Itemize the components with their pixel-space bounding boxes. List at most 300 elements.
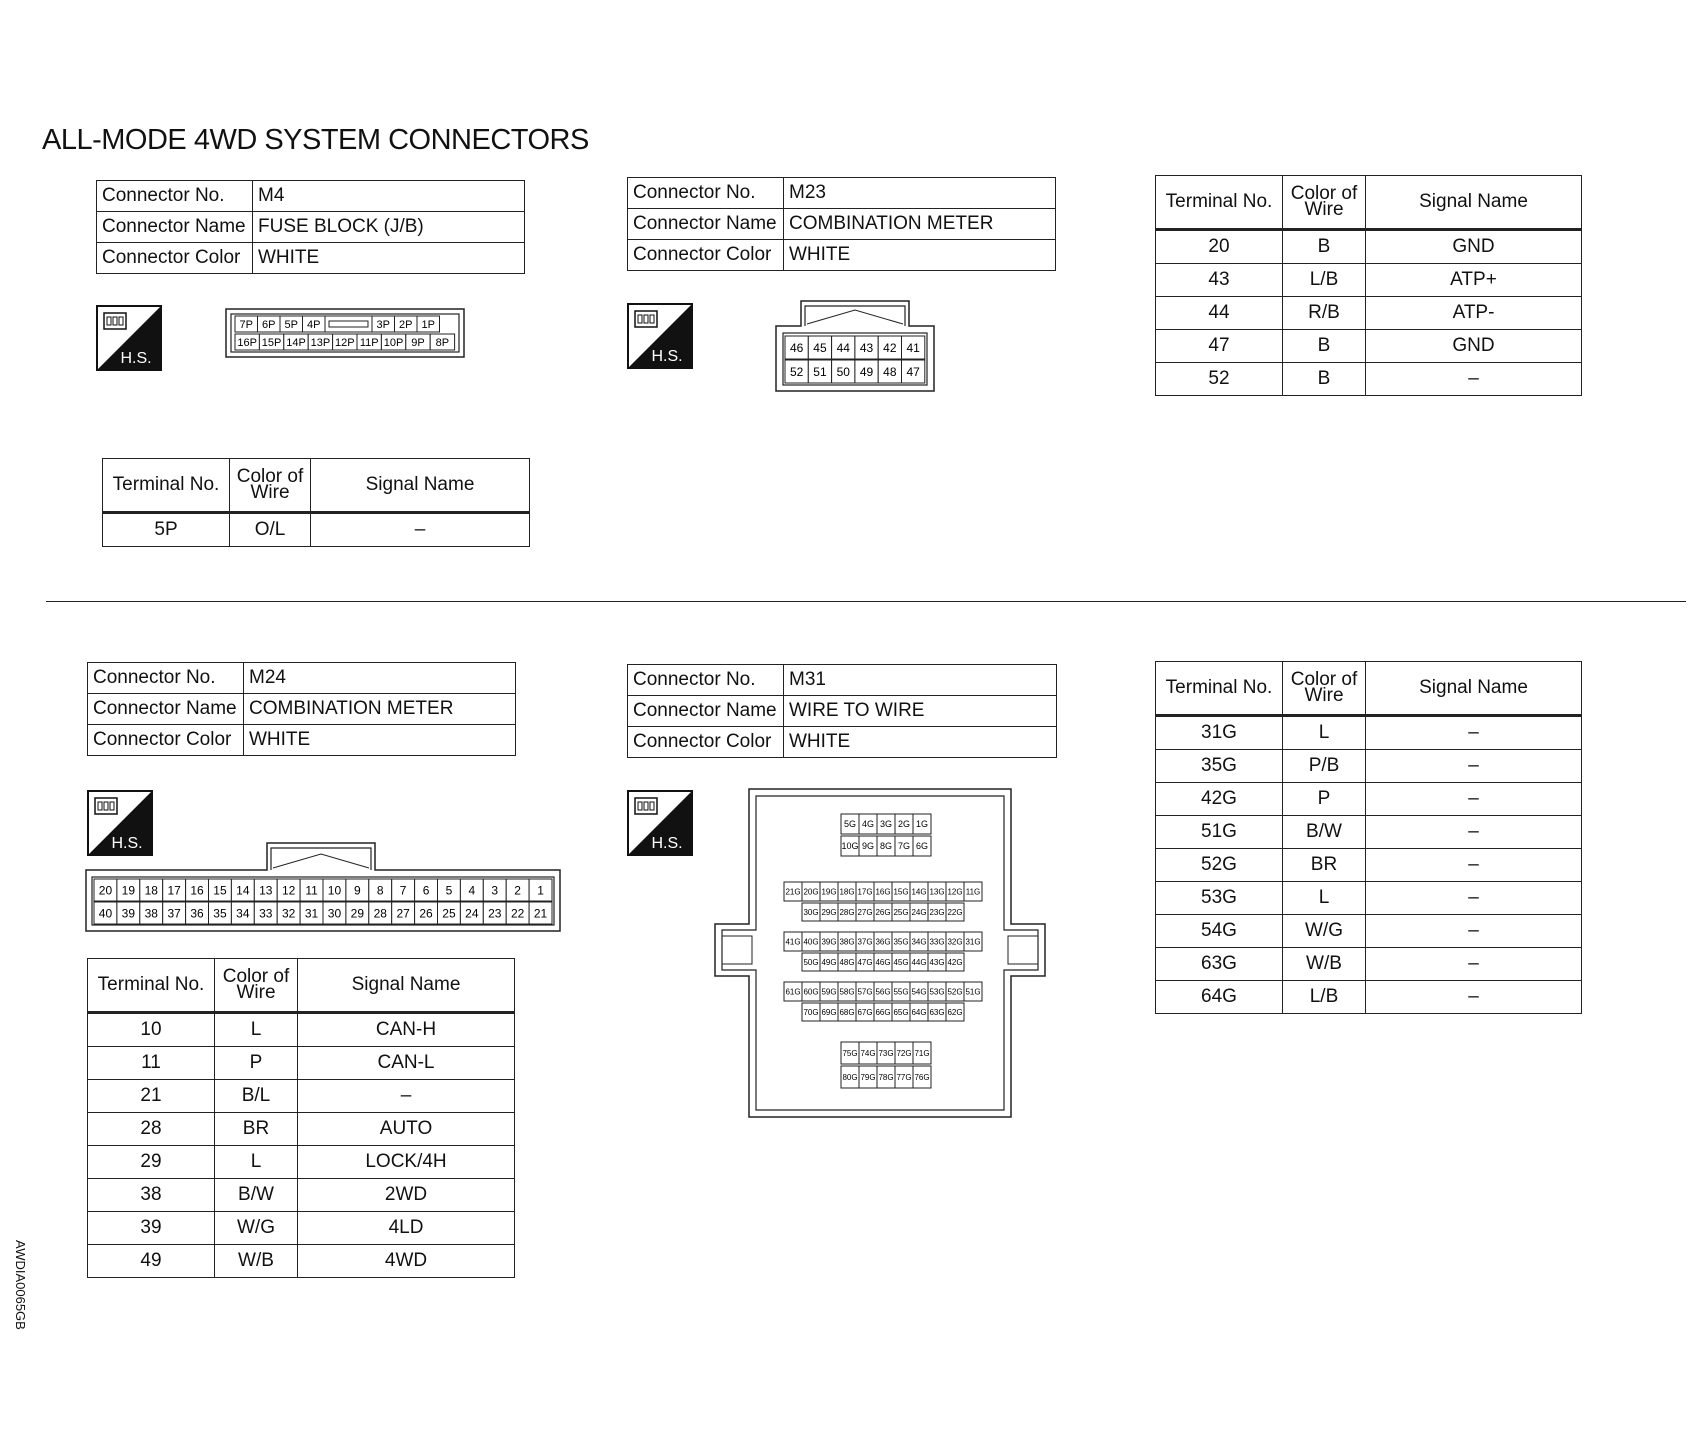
table-row <box>1156 882 1582 915</box>
pin-label: 31 <box>304 906 319 921</box>
m31-connector-color: WHITE <box>784 727 1057 758</box>
table-row <box>1156 330 1582 363</box>
signal-name-cell: – <box>298 1080 515 1113</box>
pin-label: 64G <box>911 1007 927 1017</box>
terminal-no-cell: 38 <box>88 1179 215 1212</box>
signal-name-cell: CAN-H <box>298 1013 515 1047</box>
figure-code: AWDIA0065GB <box>13 1240 28 1330</box>
m31-connector-name: WIRE TO WIRE <box>784 696 1057 727</box>
pin-label: 49G <box>821 957 837 967</box>
table-row <box>1156 297 1582 330</box>
terminal-no-cell: 28 <box>88 1113 215 1146</box>
pin-label: 1 <box>537 883 544 898</box>
pin-label: 26G <box>875 907 891 917</box>
pin-label: 11G <box>965 887 981 897</box>
pin-label: 61G <box>785 987 801 997</box>
m23-connector-face <box>775 300 935 392</box>
pin-label: 3G <box>879 819 893 830</box>
pin-label: 15P <box>261 336 282 349</box>
pin-label: 72G <box>896 1048 912 1058</box>
pin-label: 51 <box>813 364 827 379</box>
terminal-no-cell: 31G <box>1156 716 1283 750</box>
pin-label: 3P <box>376 318 390 331</box>
signal-name-cell: – <box>1366 882 1582 915</box>
pin-label: 45G <box>893 957 909 967</box>
pin-label: 30G <box>803 907 819 917</box>
pin-label: 5 <box>445 883 453 898</box>
m24-connector-no: M24 <box>244 663 516 694</box>
terminal-no-cell: 42G <box>1156 783 1283 816</box>
pin-label: 12G <box>947 887 963 897</box>
m23-connector-name: COMBINATION METER <box>784 209 1056 240</box>
pin-label: 44 <box>836 340 850 355</box>
pin-label: 12P <box>335 336 355 349</box>
pin-label: 40G <box>803 937 819 947</box>
pin-label: 32G <box>947 937 963 947</box>
header-terminal-no: Terminal No. <box>1156 176 1283 230</box>
m31-connector-no: M31 <box>784 665 1057 696</box>
signal-name-cell: 2WD <box>298 1179 515 1212</box>
terminal-no-cell: 54G <box>1156 915 1283 948</box>
wire-color-cell: B/W <box>1283 816 1366 849</box>
terminal-no-cell: 51G <box>1156 816 1283 849</box>
terminal-no-cell: 11 <box>88 1047 215 1080</box>
pin-label: 36G <box>875 937 891 947</box>
pin-label: 46 <box>789 340 804 355</box>
pin-label: 62G <box>947 1007 963 1017</box>
pin-label: 15G <box>893 887 909 897</box>
pin-label: 71G <box>914 1048 930 1058</box>
header-terminal-no: Terminal No. <box>1156 662 1283 716</box>
pin-label: 52 <box>789 364 804 379</box>
pin-label: 75G <box>842 1048 858 1058</box>
m4-connector-no: M4 <box>253 181 525 212</box>
pin-label: 23G <box>929 907 945 917</box>
connector-info-m24 <box>87 662 516 756</box>
table-row <box>1156 750 1582 783</box>
pin-label: 41G <box>785 937 801 947</box>
m24-terminal-rows <box>88 1013 515 1278</box>
pin-label: 23 <box>488 906 502 921</box>
pin-label: 14P <box>286 336 306 349</box>
wire-color-cell: B/L <box>215 1080 298 1113</box>
wire-color-cell: L/B <box>1283 264 1366 297</box>
pin-label: 13 <box>259 883 273 898</box>
pin-label: 69G <box>821 1007 837 1017</box>
signal-name-cell: – <box>1366 716 1582 750</box>
signal-name-cell: ATP- <box>1366 297 1582 330</box>
terminal-no-cell: 49 <box>88 1245 215 1278</box>
pin-label: 8G <box>879 841 893 852</box>
terminal-no-cell: 21 <box>88 1080 215 1113</box>
pin-label: 10P <box>383 336 404 349</box>
wire-color-cell: O/L <box>230 513 311 547</box>
pin-label: 21G <box>785 887 801 897</box>
pin-label: 32 <box>281 906 296 921</box>
pin-label: 56G <box>875 987 891 997</box>
table-row <box>1156 716 1582 750</box>
pin-label: 48 <box>883 364 897 379</box>
label-connector-color: Connector Color <box>88 725 244 756</box>
table-row <box>88 1013 515 1047</box>
pin-label: 9 <box>354 883 361 898</box>
connector-info-m23 <box>627 177 1056 271</box>
pin-label: 27G <box>857 907 873 917</box>
label-connector-color: Connector Color <box>628 727 784 758</box>
pin-label: 45 <box>813 340 827 355</box>
section-divider <box>46 601 1686 602</box>
connector-info-m31 <box>627 664 1057 758</box>
pin-label: 7P <box>239 318 253 331</box>
label-connector-name: Connector Name <box>88 694 244 725</box>
signal-name-cell: – <box>1366 849 1582 882</box>
harness-side-icon <box>627 303 693 369</box>
pin-label: 63G <box>929 1007 945 1017</box>
pin-label: 11P <box>359 336 379 349</box>
m31-terminal-rows <box>1156 716 1582 1014</box>
pin-label: 19G <box>821 887 837 897</box>
terminal-no-cell: 63G <box>1156 948 1283 981</box>
pin-label: 3 <box>491 883 499 898</box>
pin-label: 60G <box>803 987 819 997</box>
pin-label: 54G <box>911 987 927 997</box>
pin-label: 2 <box>514 883 521 898</box>
terminal-table-m23 <box>1155 175 1582 396</box>
terminal-table-m4 <box>102 458 530 547</box>
pin-label: 76G <box>914 1072 930 1082</box>
wire-color-cell: W/B <box>215 1245 298 1278</box>
pin-label: 2P <box>399 318 413 331</box>
header-color-of-wire: Color of Wire <box>1283 662 1366 716</box>
pin-label: 77G <box>896 1072 912 1082</box>
pin-label: 5G <box>843 819 857 830</box>
pin-label: 18G <box>839 887 855 897</box>
terminal-no-cell: 47 <box>1156 330 1283 363</box>
pin-label: 37 <box>167 906 181 921</box>
wire-color-cell: L <box>215 1146 298 1179</box>
pin-label: 22G <box>947 907 963 917</box>
pin-label: 31G <box>965 937 981 947</box>
pin-label: 16 <box>190 883 204 898</box>
label-connector-color: Connector Color <box>97 243 253 274</box>
pin-label: 67G <box>857 1007 873 1017</box>
hs-label: H.S. <box>651 348 683 365</box>
pin-label: 33 <box>259 906 273 921</box>
pin-label: 73G <box>878 1048 894 1058</box>
signal-name-cell: LOCK/4H <box>298 1146 515 1179</box>
m23-connector-color: WHITE <box>784 240 1056 271</box>
pin-label: 1G <box>915 819 929 830</box>
pin-cell <box>325 316 372 332</box>
hs-label: H.S. <box>120 350 152 367</box>
wire-color-cell: L <box>215 1013 298 1047</box>
terminal-table-m24 <box>87 958 515 1278</box>
label-connector-color: Connector Color <box>628 240 784 271</box>
pin-label: 52G <box>947 987 963 997</box>
table-row <box>88 1179 515 1212</box>
header-signal-name: Signal Name <box>311 459 530 513</box>
signal-name-cell: 4WD <box>298 1245 515 1278</box>
pin-label: 36 <box>190 906 204 921</box>
pin-label: 38 <box>144 906 158 921</box>
table-row <box>1156 783 1582 816</box>
m31-connector-face <box>714 788 1046 1118</box>
signal-name-cell: – <box>311 513 530 547</box>
signal-name-cell: – <box>1366 363 1582 396</box>
wire-color-cell: P <box>215 1047 298 1080</box>
header-terminal-no: Terminal No. <box>88 959 215 1013</box>
pin-label: 79G <box>860 1072 876 1082</box>
signal-name-cell: – <box>1366 783 1582 816</box>
pin-label: 27 <box>396 906 410 921</box>
m4-terminal-rows <box>103 513 530 547</box>
pin-label: 39 <box>121 906 136 921</box>
m23-connector-no: M23 <box>784 178 1056 209</box>
pin-label: 5P <box>284 318 298 331</box>
pin-label: 2G <box>897 819 911 830</box>
pin-label: 10G <box>841 841 859 852</box>
pin-label: 9G <box>861 841 875 852</box>
pin-label: 28 <box>373 906 387 921</box>
pin-label: 68G <box>839 1007 855 1017</box>
m24-connector-name: COMBINATION METER <box>244 694 516 725</box>
pin-label: 37G <box>857 937 873 947</box>
header-color-of-wire: Color of Wire <box>1283 176 1366 230</box>
signal-name-cell: 4LD <box>298 1212 515 1245</box>
pin-label: 50G <box>803 957 819 967</box>
pin-label: 35 <box>213 906 227 921</box>
wire-color-cell: L <box>1283 882 1366 915</box>
pin-label: 22 <box>510 906 525 921</box>
pin-label: 47 <box>906 364 920 379</box>
pin-label: 10 <box>327 883 342 898</box>
terminal-no-cell: 53G <box>1156 882 1283 915</box>
terminal-no-cell: 43 <box>1156 264 1283 297</box>
pin-label: 78G <box>878 1072 894 1082</box>
pin-label: 35G <box>893 937 909 947</box>
harness-side-icon <box>627 790 693 856</box>
m24-connector-face <box>85 842 561 932</box>
terminal-no-cell: 64G <box>1156 981 1283 1014</box>
header-signal-name: Signal Name <box>1366 662 1582 716</box>
signal-name-cell: ATP+ <box>1366 264 1582 297</box>
table-row <box>1156 915 1582 948</box>
header-color-of-wire: Color of Wire <box>215 959 298 1013</box>
header-signal-name: Signal Name <box>1366 176 1582 230</box>
pin-label: 46G <box>875 957 891 967</box>
table-row <box>1156 816 1582 849</box>
wire-color-cell: L/B <box>1283 981 1366 1014</box>
table-row <box>88 1212 515 1245</box>
pin-label: 42G <box>947 957 963 967</box>
pin-label: 15 <box>213 883 227 898</box>
table-row <box>88 1146 515 1179</box>
wire-color-cell: P/B <box>1283 750 1366 783</box>
pin-label: 66G <box>875 1007 891 1017</box>
pin-label: 25 <box>442 906 456 921</box>
pin-label: 80G <box>842 1072 858 1082</box>
pin-label: 21 <box>533 906 548 921</box>
pin-label: 1P <box>421 318 435 331</box>
label-connector-name: Connector Name <box>628 696 784 727</box>
pin-label: 29G <box>821 907 837 917</box>
signal-name-cell: – <box>1366 816 1582 849</box>
wire-color-cell: W/B <box>1283 948 1366 981</box>
pin-label: 49 <box>859 364 874 379</box>
signal-name-cell: GND <box>1366 230 1582 264</box>
label-connector-no: Connector No. <box>97 181 253 212</box>
table-row <box>1156 849 1582 882</box>
pin-label: 17G <box>857 887 873 897</box>
pin-label: 12 <box>281 883 296 898</box>
signal-name-cell: – <box>1366 948 1582 981</box>
wire-color-cell: BR <box>1283 849 1366 882</box>
pin-label: 34 <box>236 906 250 921</box>
table-row <box>1156 230 1582 264</box>
wire-color-cell: B/W <box>215 1179 298 1212</box>
hs-label: H.S. <box>651 835 683 852</box>
wire-color-cell: W/G <box>215 1212 298 1245</box>
terminal-table-m31 <box>1155 661 1582 1014</box>
pin-label: 6G <box>915 841 929 852</box>
pin-label: 18 <box>144 883 158 898</box>
wire-color-cell: B <box>1283 363 1366 396</box>
pin-label: 7 <box>399 883 407 898</box>
table-row <box>1156 948 1582 981</box>
table-row <box>1156 264 1582 297</box>
wire-color-cell: L <box>1283 716 1366 750</box>
pin-label: 53G <box>929 987 945 997</box>
signal-name-cell: – <box>1366 915 1582 948</box>
pin-label: 4 <box>468 883 476 898</box>
table-row <box>88 1047 515 1080</box>
label-connector-name: Connector Name <box>628 209 784 240</box>
wire-color-cell: P <box>1283 783 1366 816</box>
m23-terminal-rows <box>1156 230 1582 396</box>
pin-label: 65G <box>893 1007 909 1017</box>
harness-side-icon <box>96 305 162 371</box>
pin-label: 74G <box>860 1048 876 1058</box>
connector-info-m4 <box>96 180 525 274</box>
hs-label: H.S. <box>111 835 143 852</box>
signal-name-cell: – <box>1366 981 1582 1014</box>
terminal-no-cell: 39 <box>88 1212 215 1245</box>
terminal-no-cell: 20 <box>1156 230 1283 264</box>
pin-label: 13G <box>929 887 945 897</box>
pin-label: 39G <box>821 937 837 947</box>
pin-label: 40 <box>98 906 113 921</box>
label-connector-no: Connector No. <box>628 178 784 209</box>
pin-label: 13P <box>310 336 331 349</box>
pin-label: 26 <box>419 906 433 921</box>
terminal-no-cell: 44 <box>1156 297 1283 330</box>
pin-label: 20G <box>803 887 819 897</box>
m4-connector-color: WHITE <box>253 243 525 274</box>
table-row <box>1156 363 1582 396</box>
pin-label: 44G <box>911 957 927 967</box>
signal-name-cell: AUTO <box>298 1113 515 1146</box>
pin-label: 29 <box>350 906 365 921</box>
pin-label: 59G <box>821 987 837 997</box>
pin-label: 42 <box>883 340 897 355</box>
table-row <box>88 1113 515 1146</box>
pin-label: 51G <box>965 987 981 997</box>
signal-name-cell: GND <box>1366 330 1582 363</box>
m4-connector-face <box>225 308 465 358</box>
pin-label: 7G <box>897 841 911 852</box>
pin-label: 19 <box>121 883 136 898</box>
table-row <box>103 513 530 547</box>
page-title: ALL-MODE 4WD SYSTEM CONNECTORS <box>42 124 589 156</box>
pin-label: 58G <box>839 987 855 997</box>
pin-label: 43 <box>859 340 874 355</box>
pin-label: 41 <box>906 340 920 355</box>
label-connector-no: Connector No. <box>628 665 784 696</box>
pin-label: 4G <box>861 819 875 830</box>
terminal-no-cell: 52G <box>1156 849 1283 882</box>
wire-color-cell: BR <box>215 1113 298 1146</box>
pin-label: 24 <box>465 906 479 921</box>
pin-label: 8P <box>435 336 450 349</box>
pin-label: 57G <box>857 987 873 997</box>
pin-label: 6 <box>422 883 430 898</box>
table-row <box>88 1080 515 1113</box>
pin-label: 70G <box>803 1007 819 1017</box>
header-color-of-wire: Color of Wire <box>230 459 311 513</box>
pin-label: 33G <box>929 937 945 947</box>
label-connector-name: Connector Name <box>97 212 253 243</box>
pin-label: 28G <box>839 907 855 917</box>
pin-label: 48G <box>839 957 855 967</box>
terminal-no-cell: 35G <box>1156 750 1283 783</box>
pin-label: 11 <box>305 883 318 898</box>
m24-connector-color: WHITE <box>244 725 516 756</box>
label-connector-no: Connector No. <box>88 663 244 694</box>
signal-name-cell: CAN-L <box>298 1047 515 1080</box>
pin-label: 30 <box>327 906 342 921</box>
table-row <box>1156 981 1582 1014</box>
pin-label: 8 <box>376 883 384 898</box>
pin-label: 14G <box>911 887 927 897</box>
pin-label: 14 <box>236 883 250 898</box>
wire-color-cell: R/B <box>1283 297 1366 330</box>
terminal-no-cell: 52 <box>1156 363 1283 396</box>
pin-label: 4P <box>307 318 321 331</box>
pin-label: 55G <box>893 987 909 997</box>
table-row <box>88 1245 515 1278</box>
terminal-no-cell: 5P <box>103 513 230 547</box>
pin-label: 16G <box>875 887 891 897</box>
wire-color-cell: B <box>1283 330 1366 363</box>
pin-label: 38G <box>839 937 855 947</box>
pin-label: 24G <box>911 907 927 917</box>
signal-name-cell: – <box>1366 750 1582 783</box>
pin-label: 16P <box>237 336 257 349</box>
pin-label: 9P <box>411 336 425 349</box>
pin-label: 6P <box>262 318 276 331</box>
header-signal-name: Signal Name <box>298 959 515 1013</box>
terminal-no-cell: 10 <box>88 1013 215 1047</box>
pin-label: 17 <box>167 883 181 898</box>
pin-label: 43G <box>929 957 945 967</box>
header-terminal-no: Terminal No. <box>103 459 230 513</box>
wire-color-cell: W/G <box>1283 915 1366 948</box>
m4-connector-name: FUSE BLOCK (J/B) <box>253 212 525 243</box>
pin-label: 25G <box>893 907 909 917</box>
pin-label: 47G <box>857 957 873 967</box>
pin-label: 34G <box>911 937 927 947</box>
terminal-no-cell: 29 <box>88 1146 215 1179</box>
